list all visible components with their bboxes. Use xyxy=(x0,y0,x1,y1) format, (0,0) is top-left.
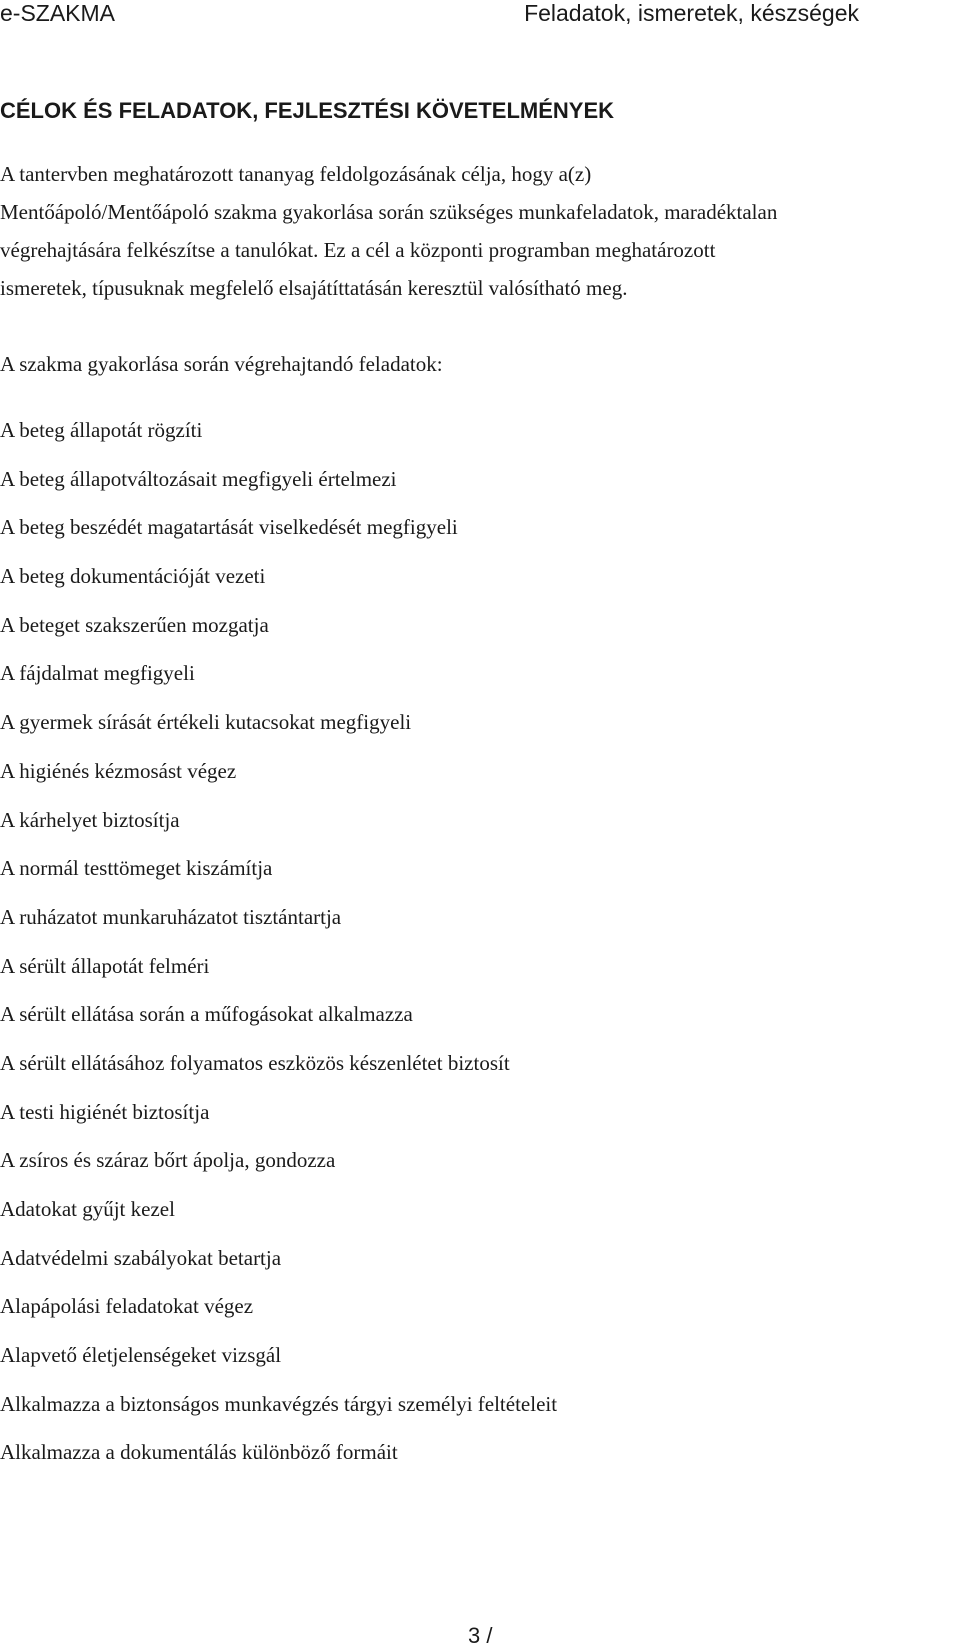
task-item: A beteg állapotváltozásait megfigyeli értelmezi xyxy=(0,466,397,491)
tasks-heading: A szakma gyakorlása során végrehajtandó feladatok: xyxy=(0,352,443,376)
task-item: A sérült ellátásához folyamatos eszközös készenlétet biztosít xyxy=(0,1050,510,1075)
intro-line: végrehajtására felkészítse a tanulókat. Ez a cél a központi programban meghatározott xyxy=(0,238,716,262)
task-item: Adatokat gyűjt kezel xyxy=(0,1197,175,1221)
task-item: Alkalmazza a biztonságos munkavégzés tárgyi személyi feltételeit xyxy=(0,1391,558,1416)
task-item: A zsíros és száraz bőrt ápolja, gondozza xyxy=(0,1148,336,1173)
task-item: A kárhelyet biztosítja xyxy=(0,807,180,832)
task-item: A beteg állapotát rögzíti xyxy=(0,418,203,442)
task-list xyxy=(0,416,557,1487)
task-item: A fájdalmat megfigyeli xyxy=(0,661,195,686)
task-item: Alkalmazza a dokumentálás különböző formáit xyxy=(0,1440,398,1465)
task-item: A beteget szakszerűen mozgatja xyxy=(0,612,269,637)
intro-line: Mentőápoló/Mentőápoló szakma gyakorlása során szükséges munkafeladatok, maradéktalan xyxy=(0,200,778,224)
intro-line: ismeretek, típusuknak megfelelő elsajátíttatásán keresztül valósítható meg. xyxy=(0,276,628,300)
intro-paragraph xyxy=(0,155,958,307)
task-item: A beteg dokumentációját vezeti xyxy=(0,564,266,589)
task-item: A testi higiénét biztosítja xyxy=(0,1099,210,1124)
page-header xyxy=(0,0,960,28)
intro-line: A tantervben meghatározott tananyag feldolgozásának célja, hogy a(z) xyxy=(0,162,592,186)
task-item: A beteg beszédét magatartását viselkedését megfigyeli xyxy=(0,515,458,540)
task-item: A ruházatot munkaruházatot tisztántartja xyxy=(0,904,342,929)
header-section-title: Feladatok, ismeretek, készségek xyxy=(524,0,859,26)
task-item: A sérült állapotát felméri xyxy=(0,953,210,978)
task-item: Adatvédelmi szabályokat betartja xyxy=(0,1245,282,1270)
section-title: CÉLOK ÉS FELADATOK, FEJLESZTÉSI KÖVETELMÉNYEK xyxy=(0,98,615,123)
task-item: A higiénés kézmosást végez xyxy=(0,758,237,783)
header-brand: e-SZAKMA xyxy=(0,0,116,26)
task-item: Alapvető életjelenségeket vizsgál xyxy=(0,1343,282,1368)
page-number: 3 / xyxy=(468,1623,493,1648)
task-item: A normál testtömeget kiszámítja xyxy=(0,856,273,881)
task-item: Alapápolási feladatokat végez xyxy=(0,1294,254,1319)
task-item: A sérült ellátása során a műfogásokat alkalmazza xyxy=(0,1002,413,1027)
task-item: A gyermek sírását értékeli kutacsokat megfigyeli xyxy=(0,710,412,735)
